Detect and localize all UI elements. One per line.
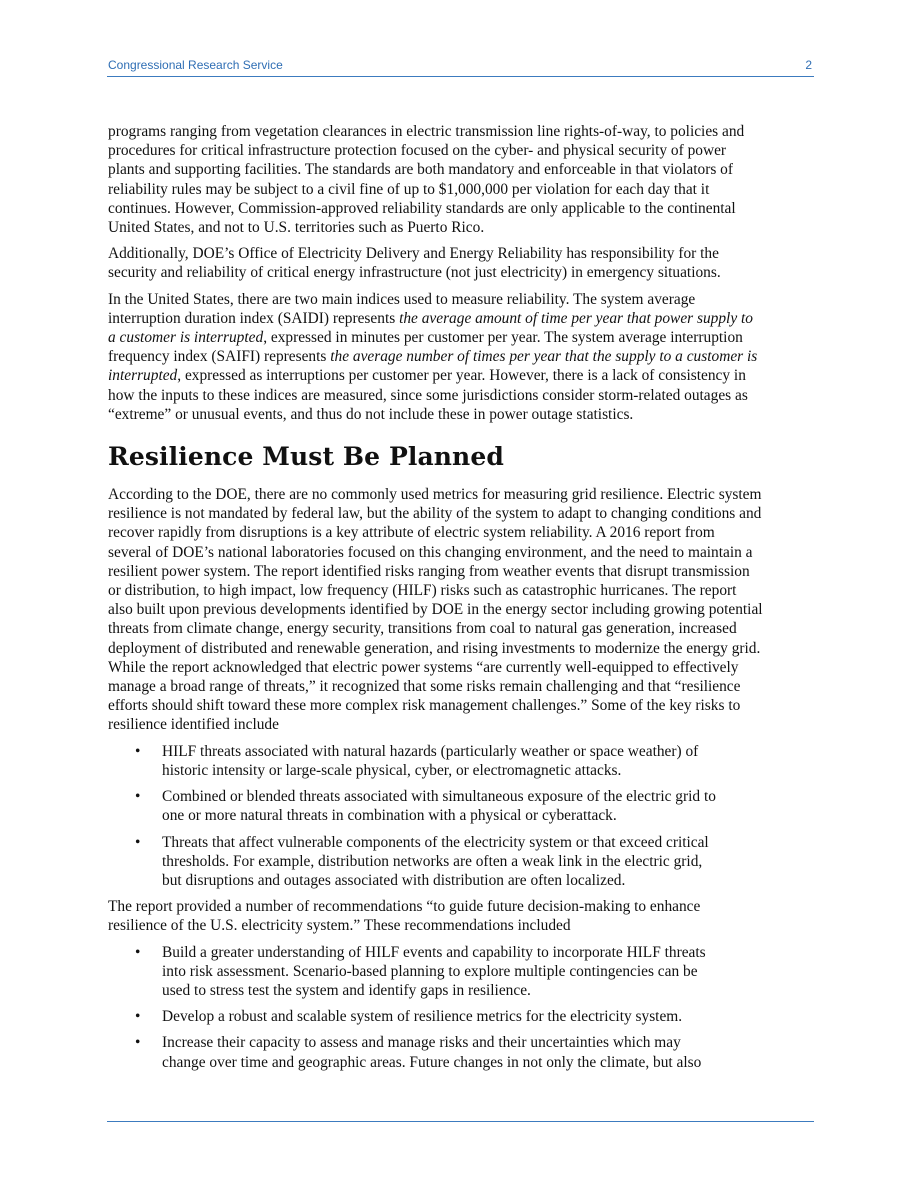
- bullet-icon: •: [135, 1008, 141, 1026]
- risks-list: [108, 742, 816, 890]
- page-body: [108, 122, 816, 1079]
- list-item: • Build a greater understanding of HILF events and capability to incorporate HILF threats into risk assessment. Scenario-based planning to explore multiple contingencies can be used to stress test the system and identify gaps in resilience.: [135, 943, 706, 999]
- bullet-icon: •: [135, 1034, 141, 1052]
- paragraph-standards: programs ranging from vegetation clearances in electric transmission line rights-of-way, to policies and procedures for critical infrastructure protection focused on the cyber- and physical security of power plants and supporting facilities. The standards are both mandatory and enforceable in that violators of reliability rules may be subject to a civil fine of up to $1,000,000 per violation for each day that it continues. However, Commission-approved reliability standards are only applicable to the continental United States, and not to U.S. territories such as Puerto Rico.: [108, 123, 745, 237]
- paragraph-doe-office: Additionally, DOE’s Office of Electricity Delivery and Energy Reliability has responsibility for the security and reliability of critical energy infrastructure (not just electricity) in emergency situations.: [108, 245, 721, 282]
- saifi-definition-end: interrupted: [108, 367, 178, 385]
- bullet-icon: •: [135, 742, 141, 760]
- section-heading: Resilience Must Be Planned: [108, 442, 504, 472]
- bullet-icon: •: [135, 833, 141, 851]
- paragraph-indices: In the United States, there are two main indices used to measure reliability. The system average interruption duration index (SAIDI) represents the average amount of time per year that power supply to a customer is interrupted, expressed in minutes per customer per year. The system average interruption frequency index (SAIFI) represents the average number of times per year that the supply to a customer is interrupted, expressed as interruptions per customer per year. However, there is a lack of consistency in how the inputs to these indices are measured, since some jurisdictions consider storm-related outages as “extreme” or unusual events, and thus do not include these in power outage statistics.: [108, 290, 758, 423]
- bullet-icon: •: [135, 788, 141, 806]
- list-item: • Threats that affect vulnerable components of the electricity system or that exceed critical thresholds. For example, distribution networks are often a weak link in the electric grid, but disruptions and outages associated with distribution are often localized.: [135, 833, 709, 889]
- list-item: • Combined or blended threats associated with simultaneous exposure of the electric grid to one or more natural threats in combination with a physical or cyberattack.: [135, 788, 716, 825]
- recommendations-list: [108, 943, 816, 1072]
- saidi-definition-end: a customer is interrupted: [108, 329, 264, 347]
- paragraph-resilience: According to the DOE, there are no commonly used metrics for measuring grid resilience. Electric system resilience is not mandated by federal law, but the ability of the system to adapt to changing conditions and recover rapidly from disruptions is a key attribute of electric system reliability. A 2016 report from several of DOE’s national laboratories focused on this changing environment, and the need to maintain a resilient power system. The report identified risks ranging from weather events that disrupt transmission or distribution, to high impact, low frequency (HILF) risks such as catastrophic hurricanes. The report also built upon previous developments identified by DOE in the energy sector including growing potential threats from climate change, energy security, transitions from coal to natural gas generation, increased deployment of distributed and renewable generation, and rising investments to modernize the energy grid. While the report acknowledged that electric power systems “are currently well-equipped to effectively manage a broad range of threats,” it recognized that some risks remain challenging and that “resilience efforts should shift toward these more complex risk management challenges.” Some of the key risks to resilience identified include: [108, 486, 763, 734]
- page-header: [107, 56, 814, 77]
- list-item: • Develop a robust and scalable system of resilience metrics for the electricity system.: [135, 1008, 683, 1026]
- paragraph-recommendations: The report provided a number of recommendations “to guide future decision-making to enhance resilience of the U.S. electricity system.” These recommendations included: [108, 898, 701, 935]
- header-source: Congressional Research Service: [108, 58, 283, 72]
- page-number: 2: [805, 58, 812, 72]
- list-item: • HILF threats associated with natural hazards (particularly weather or space weather) of historic intensity or large-scale physical, cyber, or electromagnetic attacks.: [135, 742, 699, 779]
- saidi-definition: the average amount of time per year that power supply to: [399, 309, 753, 327]
- list-item: • Increase their capacity to assess and manage risks and their uncertainties which may change over time and geographic areas. Future changes in not only the climate, but also: [135, 1034, 702, 1071]
- bullet-icon: •: [135, 943, 141, 961]
- footer-rule: [107, 1121, 814, 1122]
- saifi-definition: the average number of times per year that the supply to a customer is: [330, 348, 758, 366]
